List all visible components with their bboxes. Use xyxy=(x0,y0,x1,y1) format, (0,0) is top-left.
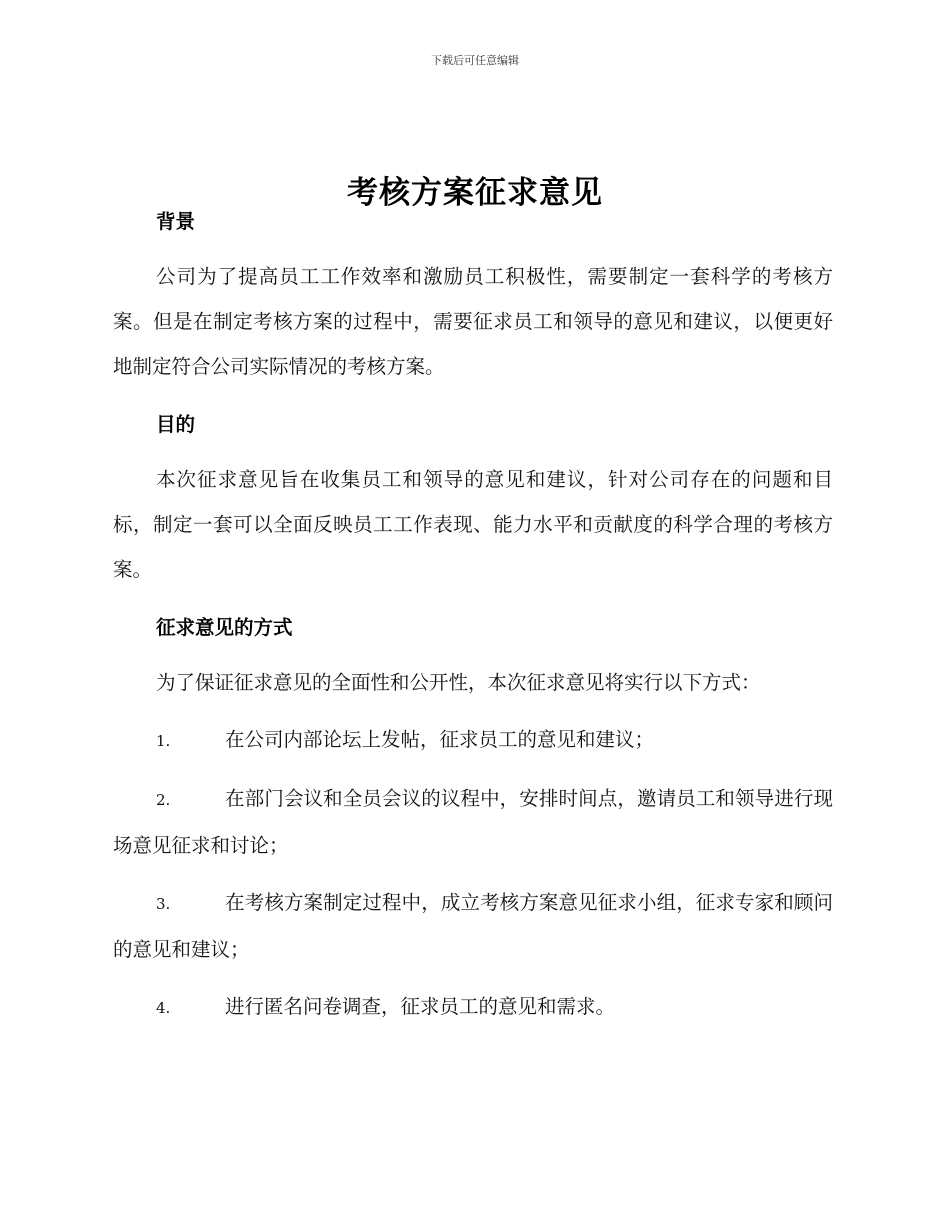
section-heading-method: 征求意见的方式 xyxy=(156,616,293,639)
list-item-number: 4. xyxy=(156,999,171,1017)
list-item-number: 3. xyxy=(156,895,171,913)
list-item xyxy=(113,717,833,764)
list-item xyxy=(113,776,833,868)
list-item-text: 在公司内部论坛上发帖，征求员工的意见和建议； xyxy=(225,728,655,751)
section-paragraph-purpose: 本次征求意见旨在收集员工和领导的意见和建议，针对公司存在的问题和目标，制定一套可以全面反映员工工作表现、能力水平和贡献度的科学合理的考核方案。 xyxy=(113,468,833,581)
section-heading-background: 背景 xyxy=(156,210,196,233)
list-item-text: 在考核方案制定过程中，成立考核方案意见征求小组，征求专家和顾问的意见和建议； xyxy=(113,891,833,961)
section-paragraph-method: 为了保证征求意见的全面性和公开性，本次征求意见将实行以下方式： xyxy=(156,671,761,694)
list-item xyxy=(113,880,833,972)
list-item-number: 2. xyxy=(156,791,171,809)
section-paragraph-background: 公司为了提高员工工作效率和激励员工积极性，需要制定一套科学的考核方案。但是在制定考核方案的过程中，需要征求员工和领导的意见和建议，以便更好地制定符合公司实际情况的考核方案。 xyxy=(113,265,833,378)
document-title: 考核方案征求意见 xyxy=(347,174,603,211)
list-item-text: 进行匿名问卷调查，征求员工的意见和需求。 xyxy=(225,995,616,1018)
page-header-note: 下载后可任意编辑 xyxy=(431,54,519,67)
list-item xyxy=(113,984,833,1031)
list-item-text: 在部门会议和全员会议的议程中，安排时间点，邀请员工和领导进行现场意见征求和讨论； xyxy=(113,787,833,857)
list-item-number: 1. xyxy=(156,732,171,750)
document-body xyxy=(113,202,833,1031)
section-heading-purpose: 目的 xyxy=(156,413,196,436)
